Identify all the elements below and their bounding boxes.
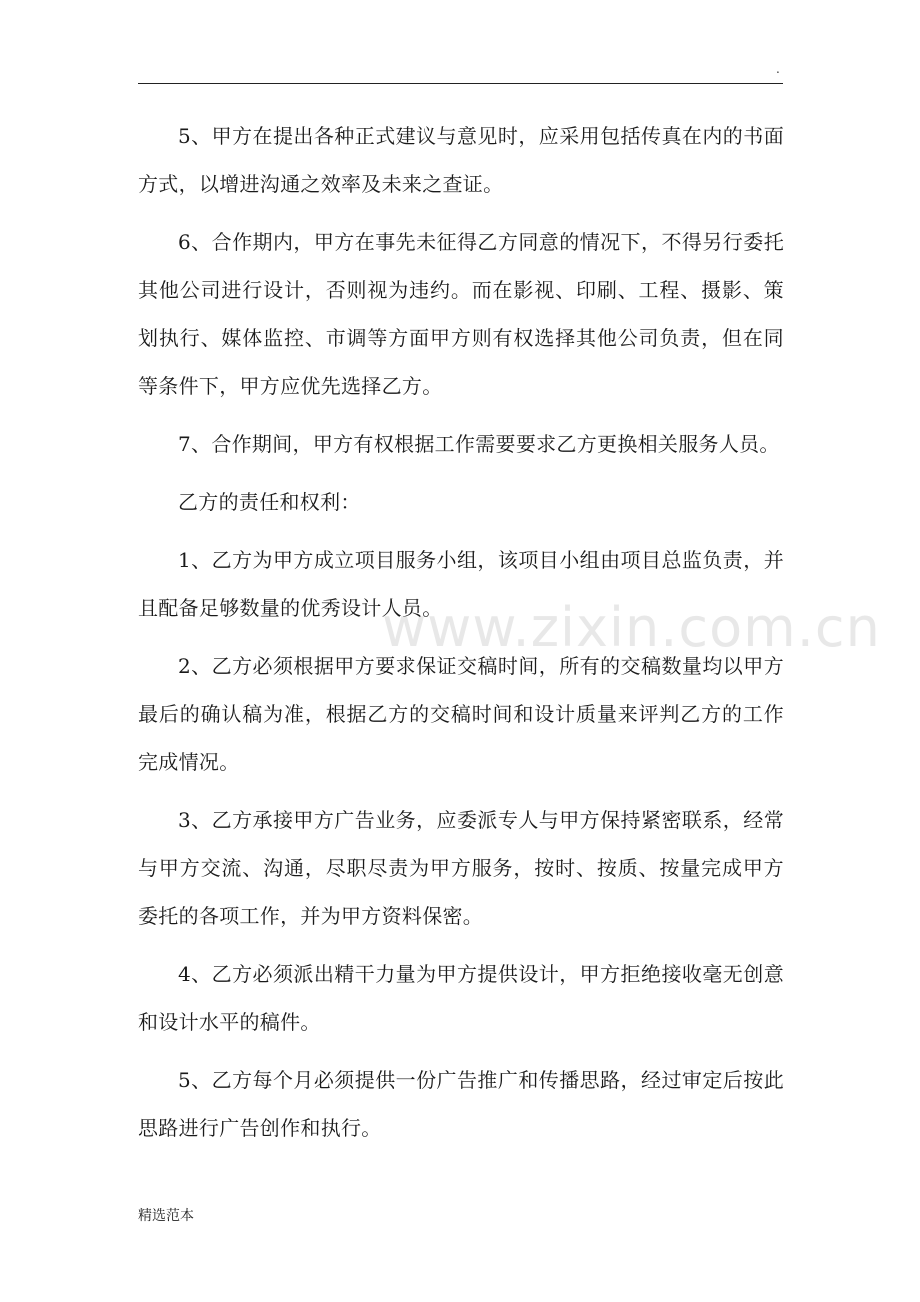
header-rule (138, 83, 783, 84)
footer-label: 精选范本 (138, 1208, 194, 1224)
paragraph-party-b-clause-5: 5、乙方每个月必须提供一份广告推广和传播思路，经过审定后按此思路进行广告创作和执行。 (138, 1068, 784, 1140)
paragraph-party-b-clause-4: 4、乙方必须派出精干力量为甲方提供设计，甲方拒绝接收毫无创意和设计水平的稿件。 (138, 962, 784, 1034)
paragraph-party-a-clause-5: 5、甲方在提出各种正式建议与意见时，应采用包括传真在内的书面方式，以增进沟通之效率及未来之查证。 (138, 124, 784, 196)
paragraph-party-a-clause-6: 6、合作期内，甲方在事先未征得乙方同意的情况下，不得另行委托其他公司进行设计，否则视为违约。而在影视、印刷、工程、摄影、策划执行、媒体监控、市调等方面甲方则有权选择其他公司负责，但在同等条件下，甲方应优先选择乙方。 (138, 230, 784, 398)
header-mark: . (776, 62, 780, 76)
watermark: www.zixin.com.cn (382, 596, 881, 659)
paragraph-party-b-clause-3: 3、乙方承接甲方广告业务，应委派专人与甲方保持紧密联系，经常与甲方交流、沟通，尽职尽责为甲方服务，按时、按质、按量完成甲方委托的各项工作，并为甲方资料保密。 (138, 808, 784, 928)
section-heading-party-b: 乙方的责任和权利： (178, 490, 361, 514)
paragraph-party-b-clause-1: 1、乙方为甲方成立项目服务小组，该项目小组由项目总监负责，并且配备足够数量的优秀设计人员。 (138, 548, 784, 620)
paragraph-party-b-clause-2: 2、乙方必须根据甲方要求保证交稿时间，所有的交稿数量均以甲方最后的确认稿为准，根据乙方的交稿时间和设计质量来评判乙方的工作完成情况。 (138, 654, 784, 774)
paragraph-party-a-clause-7: 7、合作期间，甲方有权根据工作需要要求乙方更换相关服务人员。 (178, 432, 780, 456)
